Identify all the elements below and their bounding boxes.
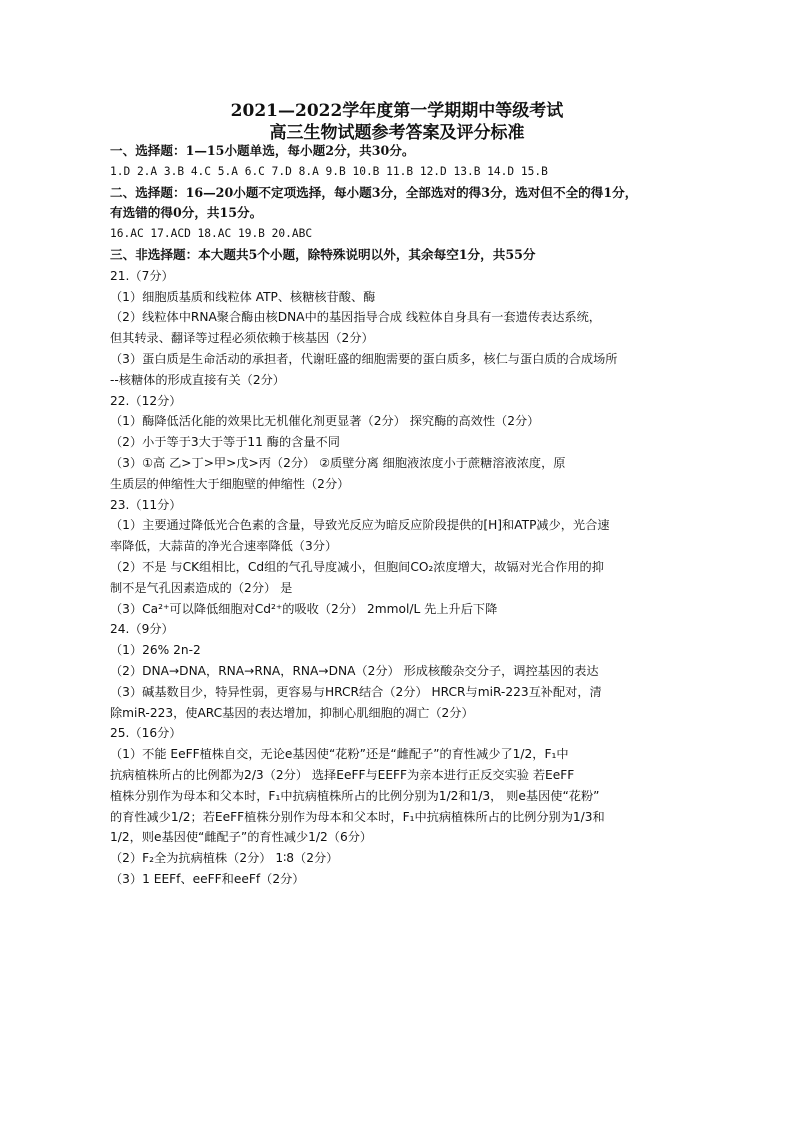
answer-line: 1/2，则e基因使“雌配子”的育性减少1/2（6分） — [110, 830, 373, 845]
answer-line: （2）不是 与CK组相比，Cd组的气孔导度减小，但胞间CO₂浓度增大，故镉对光合作用的抑 — [110, 559, 604, 574]
answer-line: 植株分别作为母本和父本时，F₁中抗病植株所占的比例分别为1/2和1/3， 则e基因使“花粉” — [110, 788, 600, 803]
answer-line: （2）小于等于3大于等于11 酶的含量不同 — [110, 435, 340, 450]
exam-title: 2021—2022学年度第一学期期中等级考试 — [230, 101, 564, 121]
answer-line: 生质层的伸缩性大于细胞壁的伸缩性（2分） — [110, 476, 350, 491]
answer-line: （2）DNA→DNA，RNA→RNA，RNA→DNA（2分） 形成核酸杂交分子，调控基因的表达 — [110, 663, 599, 678]
section-heading-line: 一、选择题：1—15小题单选，每小题2分，共30分。 — [110, 143, 415, 158]
answer-line: （3）1 EEFf、eeFF和eeFf（2分） — [110, 871, 305, 886]
answer-line: 16.AC 17.ACD 18.AC 19.B 20.ABC — [110, 227, 313, 241]
answer-line: （3）①高 乙>丁>甲>戊>丙（2分） ②质壁分离 细胞液浓度小于蔗糖溶液浓度，原 — [110, 455, 566, 470]
answer-line: （2）F₂全为抗病植株（2分） 1∶8（2分） — [110, 851, 339, 866]
answer-line: 除miR-223，使ARC基因的表达增加，抑制心肌细胞的凋亡（2分） — [110, 705, 474, 720]
answer-line: 率降低，大蒜苗的净光合速率降低（3分） — [110, 539, 338, 554]
answer-line: （1）主要通过降低光合色素的含量，导致光反应为暗反应阶段提供的[H]和ATP减少，光合速 — [110, 518, 610, 533]
answer-line: （1）细胞质基质和线粒体 ATP、核糖核苷酸、酶 — [110, 289, 376, 304]
answer-line: （2）线粒体中RNA聚合酶由核DNA中的基因指导合成 线粒体自身具有一套遗传表达系统， — [110, 310, 601, 325]
answer-line: （3）蛋白质是生命活动的承担者，代谢旺盛的细胞需要的蛋白质多，核仁与蛋白质的合成场所 — [110, 351, 618, 366]
answer-line: （3）碱基数目少，特异性弱，更容易与HRCR结合（2分） HRCR与miR-223互补配对，清 — [110, 684, 602, 699]
answer-line: 1.D 2.A 3.B 4.C 5.A 6.C 7.D 8.A 9.B 10.B 11.B 12.D 13.B 14.D 15.B — [110, 164, 548, 178]
section-heading-line: 三、非选择题：本大题共5个小题，除特殊说明以外，其余每空1分，共55分 — [110, 246, 536, 262]
answer-content — [110, 141, 690, 890]
document-subtitle: 高三生物试题参考答案及评分标准 — [269, 123, 525, 143]
answer-line: 24.（9分） — [110, 622, 174, 637]
answer-line: （1）酶降低活化能的效果比无机催化剂更显著（2分） 探究酶的高效性（2分） — [110, 414, 540, 429]
answer-line: 25.（16分） — [110, 726, 182, 741]
answer-line: 抗病植株所占的比例都为2/3（2分） 选择EeFF与EEFF为亲本进行正反交实验 若EeFF — [110, 767, 575, 782]
answer-line: 23.（11分） — [110, 497, 182, 512]
answer-line: （1）26% 2n-2 — [110, 643, 201, 658]
answer-line: 但其转录、翻译等过程必须依赖于核基因（2分） — [110, 331, 374, 346]
section-heading-line: 二、选择题：16—20小题不定项选择，每小题3分，全部选对的得3分，选对但不全的得1分， — [110, 184, 638, 200]
answer-line: 21.（7分） — [110, 268, 174, 283]
answer-line: 制不是气孔因素造成的（2分） 是 — [110, 580, 293, 595]
answer-line: （1）不能 EeFF植株自交，无论e基因使“花粉”还是“雌配子”的育性减少了1/2，F₁中 — [110, 747, 569, 762]
answer-line: --核糖体的形成直接有关（2分） — [110, 372, 285, 387]
answer-line: 的育性减少1/2；若EeFF植株分别作为母本和父本时，F₁中抗病植株所占的比例分别为1/3和 — [110, 809, 605, 824]
answer-line: （3）Ca²⁺可以降低细胞对Cd²⁺的吸收（2分） 2mmol/L 先上升后下降 — [110, 601, 498, 616]
section-heading-line: 有选错的得0分，共15分。 — [110, 205, 263, 221]
answer-line: 22.（12分） — [110, 393, 182, 408]
